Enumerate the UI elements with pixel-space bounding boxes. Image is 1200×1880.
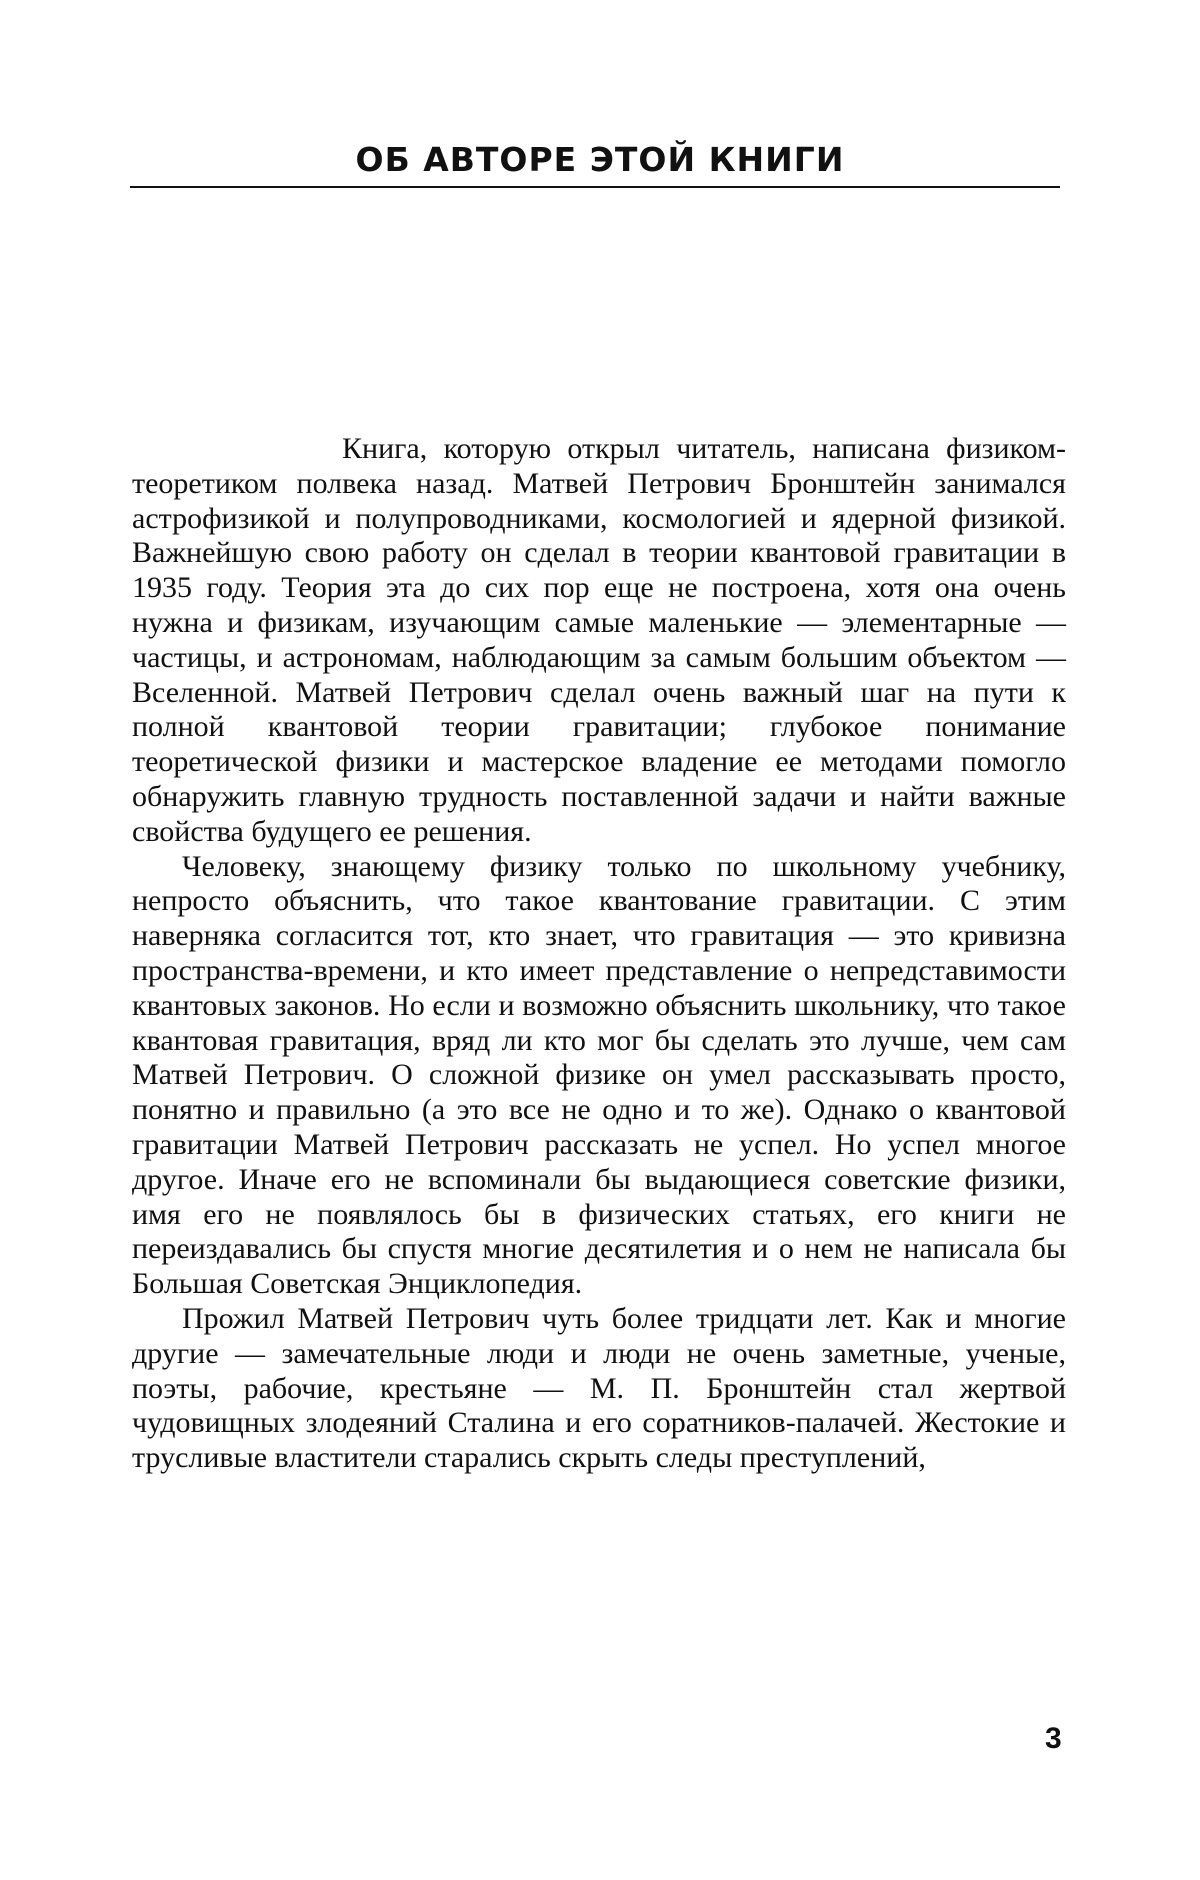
title-divider	[130, 186, 1060, 188]
paragraph-2: Человеку, знающему физику только по школьному учебнику, непросто объяснить, что такое квантование гравитации. С этим наверняка согласится тот, кто знает, что гравитация — это кривизна пространства-времени, и кто имеет представление о непредставимости квантовых законов. Но если и возможно объяснить школьнику, что такое квантовая гравитация, вряд ли кто мог бы сделать это лучше, чем сам Матвей Петрович. О сложной физике он умел рассказывать просто, понятно и правильно (а это все не одно и то же). Однако о квантовой гравитации Матвей Петрович рассказать не успел. Но успел многое другое. Иначе его не вспоминали бы выдающиеся советские физики, имя его не появлялось бы в физических статьях, его книги не переиздавались бы спустя многие десятилетия и о нем не написала бы Большая Советская Энциклопедия.	[132, 850, 1066, 1302]
chapter-title: ОБ АВТОРЕ ЭТОЙ КНИГИ	[0, 140, 1200, 179]
paragraph-1: Книга, которую открыл читатель, написана физиком-теоретиком полвека назад. Матвей Петрович Бронштейн занимался астрофизикой и полупроводниками, космологией и ядерной физикой. Важнейшую свою работу он сделал в теории квантовой гравитации в 1935 году. Теория эта до сих пор еще не построена, хотя она очень нужна и физикам, изучающим самые маленькие — элементарные — частицы, и астрономам, наблюдающим за самым большим объектом — Вселенной. Матвей Петрович сделал очень важный шаг на пути к полной квантовой теории гравитации; глубокое понимание теоретической физики и мастерское владение ее методами помогло обнаружить главную трудность поставленной задачи и найти важные свойства будущего ее решения.	[132, 432, 1066, 850]
body-text	[132, 432, 1066, 1476]
paragraph-3: Прожил Матвей Петрович чуть более тридцати лет. Как и многие другие — замечательные люди и люди не очень заметные, ученые, поэты, рабочие, крестьяне — М. П. Бронштейн стал жертвой чудовищных злодеяний Сталина и его соратников-палачей. Жестокие и трусливые властители старались скрыть следы преступлений,	[132, 1302, 1066, 1476]
page-number: 3	[1045, 1722, 1062, 1756]
